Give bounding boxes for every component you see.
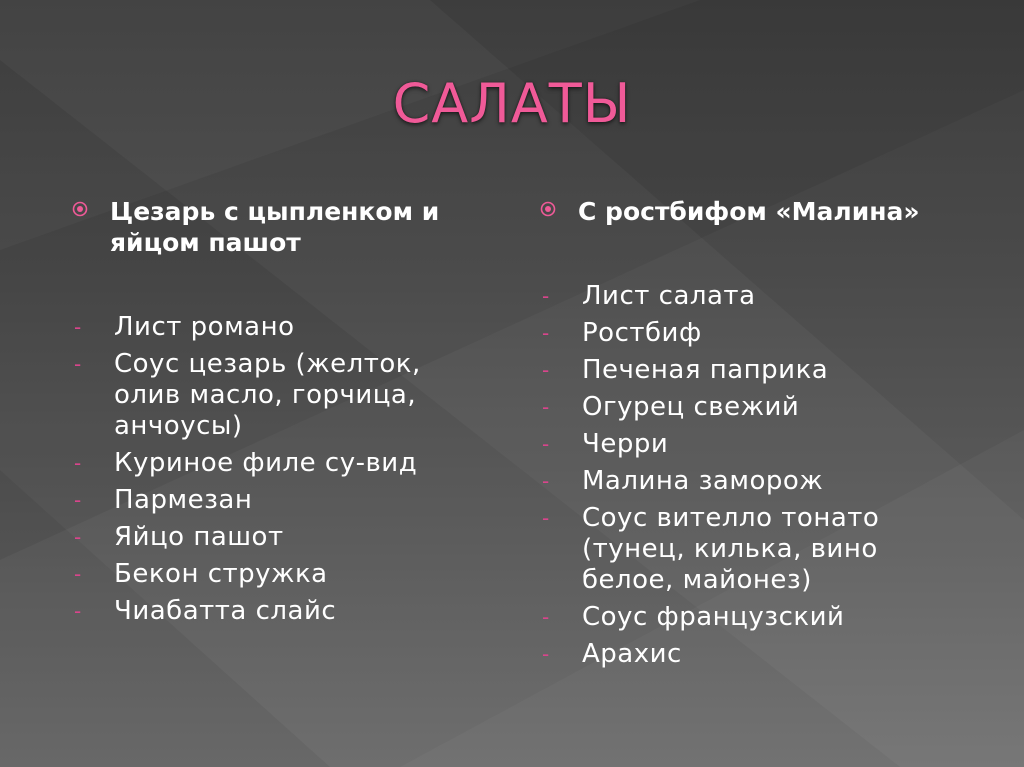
- dash-bullet: -: [74, 525, 82, 549]
- list-item: [72, 485, 492, 516]
- list-item: [72, 312, 492, 343]
- dash-bullet: -: [74, 562, 82, 586]
- right-salad-column: [540, 196, 940, 676]
- slide-title: САЛАТЫ: [392, 72, 632, 135]
- list-item: [540, 639, 940, 670]
- right-salad-heading: С ростбифом «Малина»: [578, 197, 920, 226]
- ingredient-text: Лист романо: [114, 312, 295, 342]
- list-item: [540, 281, 940, 312]
- dash-bullet: -: [542, 321, 550, 345]
- left-salad-heading-row: [72, 196, 492, 258]
- left-salad-heading: Цезарь с цыпленком и яйцом пашот: [110, 197, 440, 257]
- ingredient-text: Соус вителло тонато (тунец, килька, вино белое, майонез): [582, 503, 880, 595]
- circled-dot-icon: [72, 201, 88, 217]
- ingredient-text: Чиабатта слайс: [114, 596, 337, 626]
- ingredient-text: Соус французский: [582, 602, 845, 632]
- list-item: [540, 318, 940, 349]
- list-item: [72, 522, 492, 553]
- right-salad-heading-row: [540, 196, 940, 227]
- dash-bullet: -: [542, 432, 550, 456]
- ingredient-text: Арахис: [582, 639, 682, 669]
- ingredient-text: Яйцо пашот: [114, 522, 284, 552]
- ingredient-text: Лист салата: [582, 281, 756, 311]
- dash-bullet: -: [542, 642, 550, 666]
- dash-bullet: -: [74, 599, 82, 623]
- dash-bullet: -: [542, 395, 550, 419]
- dash-bullet: -: [542, 284, 550, 308]
- left-salad-column: [72, 196, 492, 633]
- dash-bullet: -: [542, 469, 550, 493]
- list-item: [72, 596, 492, 627]
- right-ingredient-list: [540, 281, 940, 670]
- ingredient-text: Малина заморож: [582, 466, 824, 496]
- dash-bullet: -: [542, 605, 550, 629]
- ingredient-text: Печеная паприка: [582, 355, 829, 385]
- left-ingredient-list: [72, 312, 492, 627]
- list-item: [540, 392, 940, 423]
- dash-bullet: -: [74, 315, 82, 339]
- list-item: [72, 559, 492, 590]
- dash-bullet: -: [74, 488, 82, 512]
- ingredient-text: Черри: [582, 429, 669, 459]
- list-item: [540, 466, 940, 497]
- ingredient-text: Соус цезарь (желток, олив масло, горчица, анчоусы): [114, 349, 421, 441]
- ingredient-text: Бекон стружка: [114, 559, 328, 589]
- dash-bullet: -: [74, 352, 82, 376]
- ingredient-text: Огурец свежий: [582, 392, 800, 422]
- list-item: [540, 602, 940, 633]
- list-item: [72, 349, 492, 442]
- dash-bullet: -: [74, 451, 82, 475]
- list-item: [540, 355, 940, 386]
- ingredient-text: Куриное филе су-вид: [114, 448, 418, 478]
- list-item: [72, 448, 492, 479]
- ingredient-text: Пармезан: [114, 485, 253, 515]
- ingredient-text: Ростбиф: [582, 318, 702, 348]
- list-item: [540, 429, 940, 460]
- list-item: [540, 503, 940, 596]
- dash-bullet: -: [542, 506, 550, 530]
- dash-bullet: -: [542, 358, 550, 382]
- circled-dot-icon: [540, 201, 556, 217]
